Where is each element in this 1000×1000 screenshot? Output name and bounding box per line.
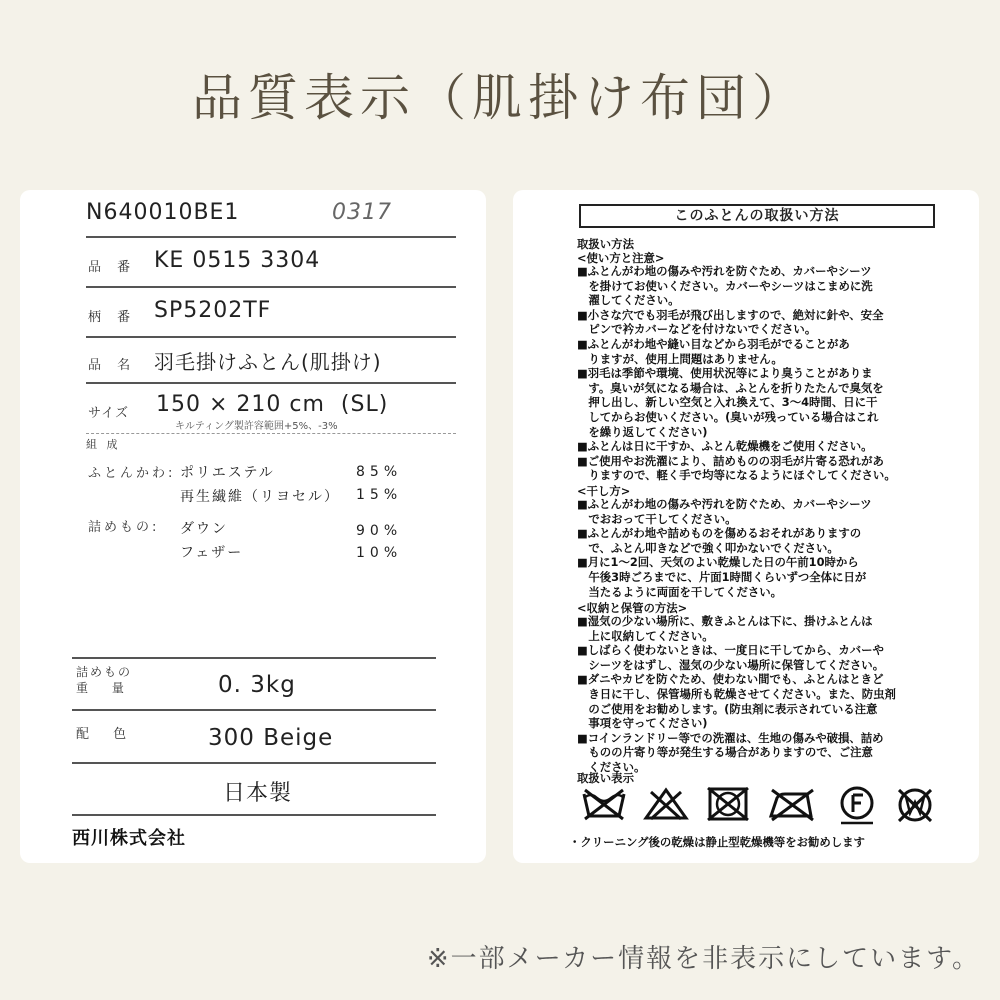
weight-label-line2: 重 量: [76, 681, 134, 695]
product-code: N640010BE1: [86, 200, 240, 225]
shell-pct-1: 85%: [356, 464, 403, 480]
product-name: 羽毛掛けふとん(肌掛け): [154, 350, 382, 374]
care-label-card: [513, 190, 979, 863]
divider: [72, 709, 436, 711]
no-iron-icon: [767, 786, 817, 822]
filling-pct-2: 10%: [356, 545, 403, 561]
divider: [86, 336, 456, 338]
color-label: 配 色: [76, 727, 137, 742]
made-in-japan: 日本製: [223, 781, 293, 806]
size-tolerance-note: キルティング製許容範囲+5%、-3%: [175, 421, 338, 432]
drying-heading: <干し方>: [577, 484, 631, 498]
filling-label: 詰めもの:: [88, 520, 160, 535]
item-number: KE 0515 3304: [154, 248, 321, 273]
shell-pct-2: 15%: [356, 487, 403, 503]
usage-heading: <使い方と注意>: [577, 251, 665, 265]
shell-material-2: 再生繊維（リヨセル）: [180, 489, 340, 505]
dry-clean-f-icon: [835, 786, 879, 826]
color-value: 300 Beige: [208, 725, 334, 751]
row-label-pattern-number: 柄 番: [88, 310, 137, 325]
care-title-box: このふとんの取扱い方法: [579, 204, 935, 228]
no-bleach-icon: [643, 786, 689, 822]
divider: [72, 814, 436, 816]
shell-label: ふとんかわ:: [88, 466, 176, 481]
care-section-heading: 取扱い方法: [577, 237, 634, 251]
weight-value: 0. 3kg: [218, 672, 296, 698]
filling-material-1: ダウン: [180, 521, 228, 537]
care-symbols-row: [581, 786, 933, 826]
row-label-size: サイズ: [88, 406, 129, 421]
care-footnote: ・クリーニング後の乾燥は静止型乾燥機等をお勧めします: [569, 835, 865, 849]
divider: [72, 657, 436, 659]
disclaimer-footnote: ※一部メーカー情報を非表示にしています。: [426, 944, 980, 974]
divider: [86, 433, 456, 434]
shell-material-1: ポリエステル: [180, 465, 275, 481]
quality-label-card: [20, 190, 486, 863]
row-label-item-number: 品 番: [88, 260, 137, 275]
drying-text: ■ふとんがわ地の傷みや汚れを防ぐため、カバーやシーツ でおおって干してください。 ■ふとんがわ地や詰めものを傷めるおそれがありますの で、ふとん叩きなどで強く叩かないでください。 ■月に1～2回、天気のよい乾燥した日の午前10時から 午後3時ごろまでに、片面1時間くらいずつ全体に日が 当たるように両面を干してください。: [577, 497, 872, 599]
no-wash-icon: [581, 786, 627, 822]
divider: [86, 236, 456, 238]
filling-material-2: フェザー: [180, 545, 244, 561]
pattern-number: SP5202TF: [154, 298, 272, 323]
care-symbols-heading: 取扱い表示: [577, 771, 634, 785]
no-wet-clean-icon: [893, 786, 937, 826]
filling-pct-1: 90%: [356, 523, 403, 539]
company-name: 西川株式会社: [72, 828, 186, 849]
size-value: 150 × 210 cm (SL): [156, 392, 389, 417]
no-tumble-dry-icon: [705, 786, 751, 822]
weight-label-line1: 詰めもの: [76, 665, 133, 679]
divider: [72, 762, 436, 764]
storage-heading: <収納と保管の方法>: [577, 601, 688, 615]
storage-text: ■湿気の少ない場所に、敷きふとんは下に、掛けふとんは 上に収納してください。 ■しばらく使わないときは、一度日に干してから、カバーや シーツをはずし、湿気の少ない場所に保管してください。 ■ダニやカビを防ぐため、使わない間でも、ふとんはときど き日に干し、保管場所も乾燥させてください。また、防虫剤 のご使用をお勧めします。(防虫剤に表示されている注意 事項を守ってください) ■コインランドリー等での洗濯は、生地の傷みや破損、詰め ものの片寄り等が発生する場合がありますので、ご注意 ください。: [577, 614, 896, 774]
page-title: 品質表示（肌掛け布団）: [192, 69, 808, 127]
handwritten-code: 0317: [332, 200, 392, 225]
divider: [86, 286, 456, 288]
composition-heading: 組 成: [86, 438, 121, 451]
divider: [86, 382, 456, 384]
usage-text: ■ふとんがわ地の傷みや汚れを防ぐため、カバーやシーツ を掛けてお使いください。カバーやシーツはこまめに洗 濯してください。 ■小さな穴でも羽毛が飛び出しますので、絶対に針や、安全 ピンで衿カバーなどを付けないでください。 ■ふとんがわ地や縫い目などから羽毛がでることがあ りますが、使用上問題はありません。 ■羽毛は季節や環境、使用状況等により臭うことがありま す。臭いが気になる場合は、ふとんを折りたたんで臭気を 押し出し、新しい空気と入れ換えて、3～4時間、日に干 してからお使いください。(臭いが残っている場合はこれ を繰り返してください) ■ふとんは日に干すか、ふとん乾燥機をご使用ください。 ■ご使用やお洗濯により、詰めものの羽毛が片寄る恐れがあ りますので、軽く手で均等になるようにほぐしてください。: [577, 264, 896, 483]
row-label-product-name: 品 名: [88, 358, 137, 373]
